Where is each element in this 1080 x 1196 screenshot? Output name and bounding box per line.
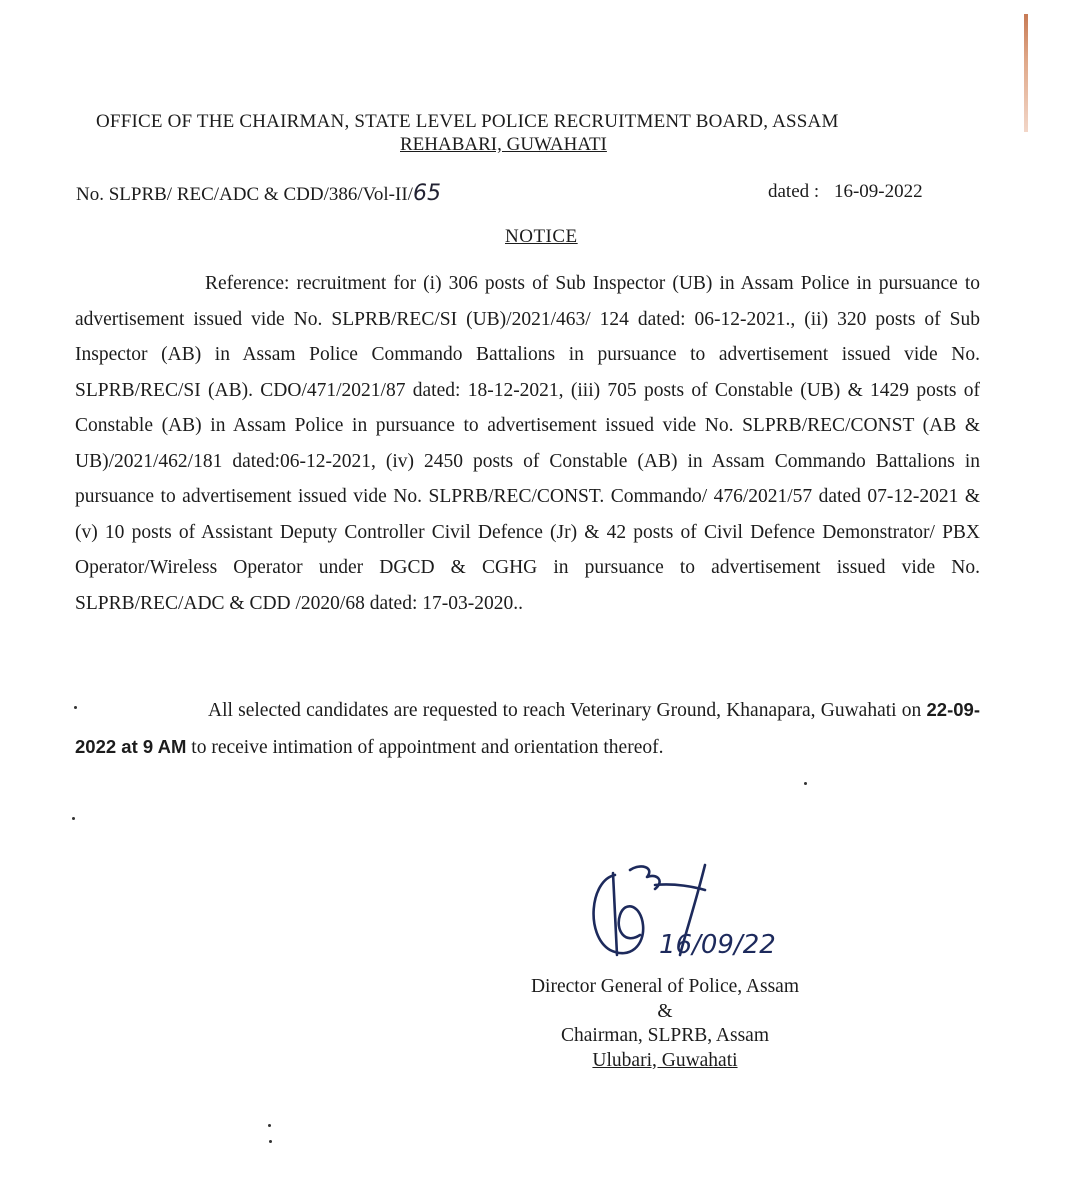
instruction-text-end: to receive intimation of appointment and orientation thereof. (186, 736, 664, 758)
notice-paragraph-instruction (75, 692, 980, 765)
handwritten-signature (585, 855, 815, 975)
signatory-address: Ulubari, Guwahati (592, 1049, 738, 1071)
office-header: OFFICE OF THE CHAIRMAN, STATE LEVEL POLICE RECRUITMENT BOARD, ASSAM (96, 111, 839, 132)
signatory-title: Director General of Police, Assam (530, 976, 800, 997)
reference-number (76, 181, 441, 206)
signatory-ampersand: & (657, 1000, 673, 1022)
dated-label: dated : (768, 181, 820, 202)
instruction-date-time: 22-09-2022 at 9 AM (75, 699, 980, 757)
reference-number-handwritten: 65 (412, 181, 441, 206)
ink-speck (268, 1124, 271, 1127)
signature-date: 16/09/22 (659, 930, 776, 960)
ink-speck (74, 706, 77, 709)
office-location: REHABARI, GUWAHATI (400, 134, 607, 155)
notice-title: NOTICE (505, 226, 578, 247)
ink-speck (72, 817, 75, 820)
ink-speck (804, 782, 807, 785)
instruction-text-start: All selected candidates are requested to reach Veterinary Ground, Khanapara, Guwahati on (208, 700, 927, 721)
ink-speck (269, 1140, 272, 1143)
reference-number-prefix: No. SLPRB/ REC/ADC & CDD/386/Vol-II/ (76, 184, 413, 205)
signatory-block (480, 975, 850, 1073)
signatory-chairman: Chairman, SLPRB, Assam (560, 1025, 770, 1046)
notice-paragraph-reference: Reference: recruitment for (i) 306 posts of Sub Inspector (UB) in Assam Police in pursuance to advertisement issued vide No. SLPRB/REC/SI (UB)/2021/463/ 124 dated: 06-12-2021., (ii) 320 posts of Sub Inspector (AB) in Assam Police Commando Battalions in pursuance to advertisement issued vide No. SLPRB/REC/SI (AB). CDO/471/2021/87 dated: 18-12-2021, (iii) 705 posts of Constable (UB) & 1429 posts of Constable (AB) in Assam Police in pursuance to advertisement issued vide No. SLPRB/REC/CONST (AB & UB)/2021/462/181 dated:06-12-2021, (iv) 2450 posts of Constable (AB) in Assam Commando Battalions in pursuance to advertisement issued vide No. SLPRB/REC/CONST. Commando/ 476/2021/57 dated 07-12-2021 & (v) 10 posts of Assistant Deputy Controller Civil Defence (Jr) & 42 posts of Civil Defence Demonstrator/ PBX Operator/Wireless Operator under DGCD & CGHG in pursuance to advertisement issued vide No. SLPRB/REC/ADC & CDD /2020/68 dated: 17-03-2020.. (75, 273, 980, 614)
reference-date (768, 181, 923, 203)
page-edge-mark (1024, 14, 1028, 132)
dated-value: 16-09-2022 (833, 181, 923, 202)
